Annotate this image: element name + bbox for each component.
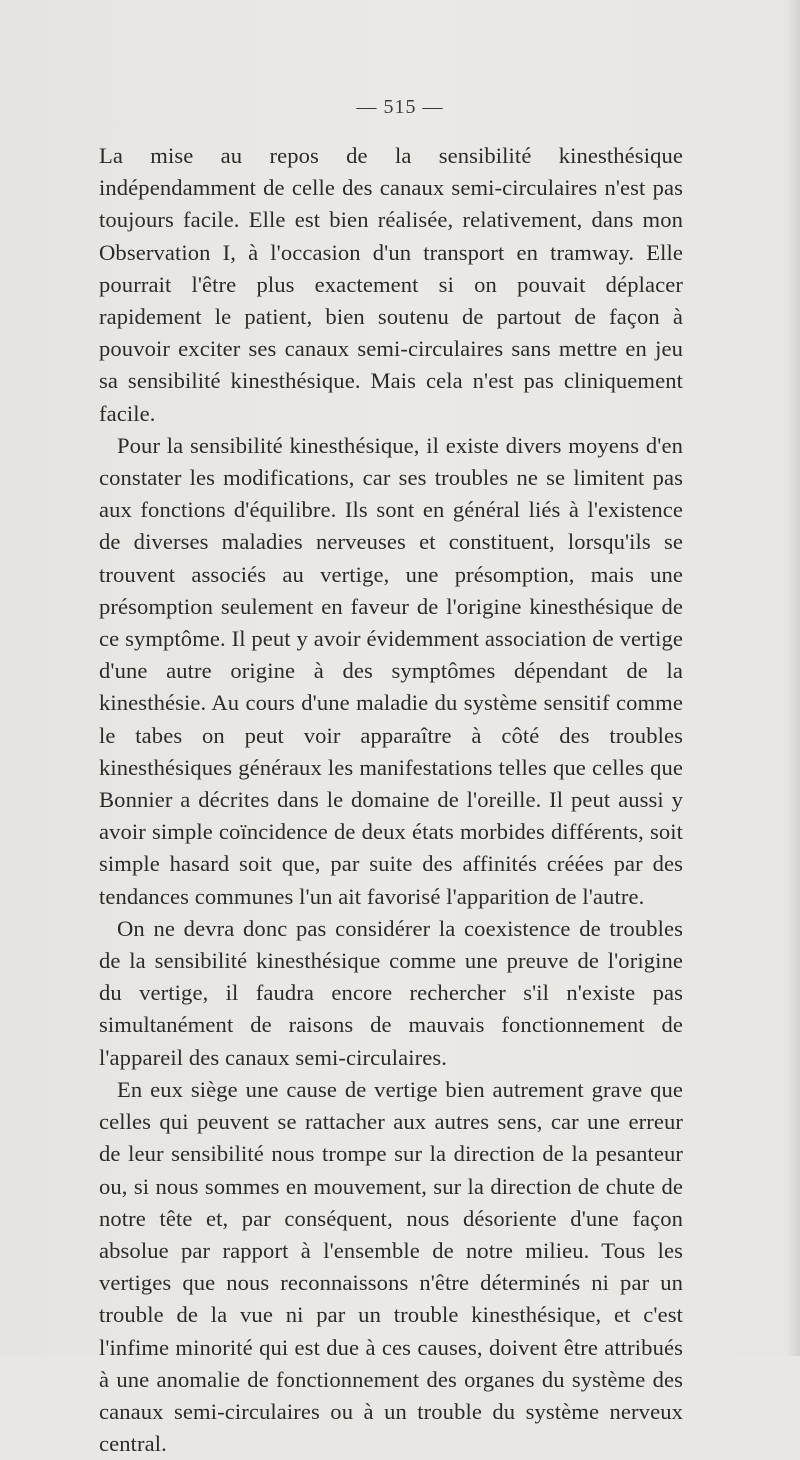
body-text — [99, 140, 683, 1460]
paragraph-3: On ne devra donc pas considérer la coexistence de troubles de la sensibilité kinesthésique comme une preuve de l'origine du vertige, il faudra encore rechercher s'il n'existe pas simultanément de raisons de mauvais fonctionnement de l'appareil des canaux semi-circulaires. — [99, 915, 683, 1070]
paragraph-4: En eux siège une cause de vertige bien autrement grave que celles qui peuvent se rattacher aux autres sens, car une erreur de leur sensibilité nous trompe sur la direction de la pesanteur ou, si nous sommes en mouvement, sur la direction de chute de notre tête et, par conséquent, nous désoriente d'une façon absolue par rapport à l'ensemble de notre milieu. Tous les vertiges que nous reconnaissons n'être déterminés ni par un trouble de la vue ni par un trouble kinesthésique, et c'est l'infime minorité qui est due à ces causes, doivent être attribués à une anomalie de fonctionnement des organes du système des canaux semi-circulaires ou à un trouble du système nerveux central. — [99, 1076, 683, 1457]
paragraph-1: La mise au repos de la sensibilité kinesthésique indépendamment de celle des canaux semi-circulaires n'est pas toujours facile. Elle est bien réalisée, relativement, dans mon Observation I, à l'occasion d'un transport en tramway. Elle pourrait l'être plus exactement si on pouvait déplacer rapidement le patient, bien soutenu de partout de façon à pouvoir exciter ses canaux semi-circulaires sans mettre en jeu sa sensibilité kinesthésique. Mais cela n'est pas cliniquement facile. — [99, 143, 683, 426]
page-edge-shadow — [786, 0, 800, 1356]
page-number: — 515 — — [356, 96, 444, 118]
paragraph-2: Pour la sensibilité kinesthésique, il existe divers moyens d'en constater les modifications, car ses troubles ne se limitent pas aux fonctions d'équilibre. Ils sont en général liés à l'existence de diverses maladies nerveuses et constituent, lorsqu'ils se trouvent associés au vertige, une présomption, mais une présomption seulement en faveur de l'origine kinesthésique de ce symptôme. Il peut y avoir évidemment association de vertige d'une autre origine à des symptômes dépendant de la kinesthésie. Au cours d'une maladie du système sensitif comme le tabes on peut voir apparaître à côté des troubles kinesthésiques généraux les manifestations telles que celles que Bonnier a décrites dans le domaine de l'oreille. Il peut aussi y avoir simple coïncidence de deux états morbides différents, soit simple hasard soit que, par suite des affinités créées par des tendances communes l'un ait favorisé l'apparition de l'autre. — [99, 432, 683, 909]
